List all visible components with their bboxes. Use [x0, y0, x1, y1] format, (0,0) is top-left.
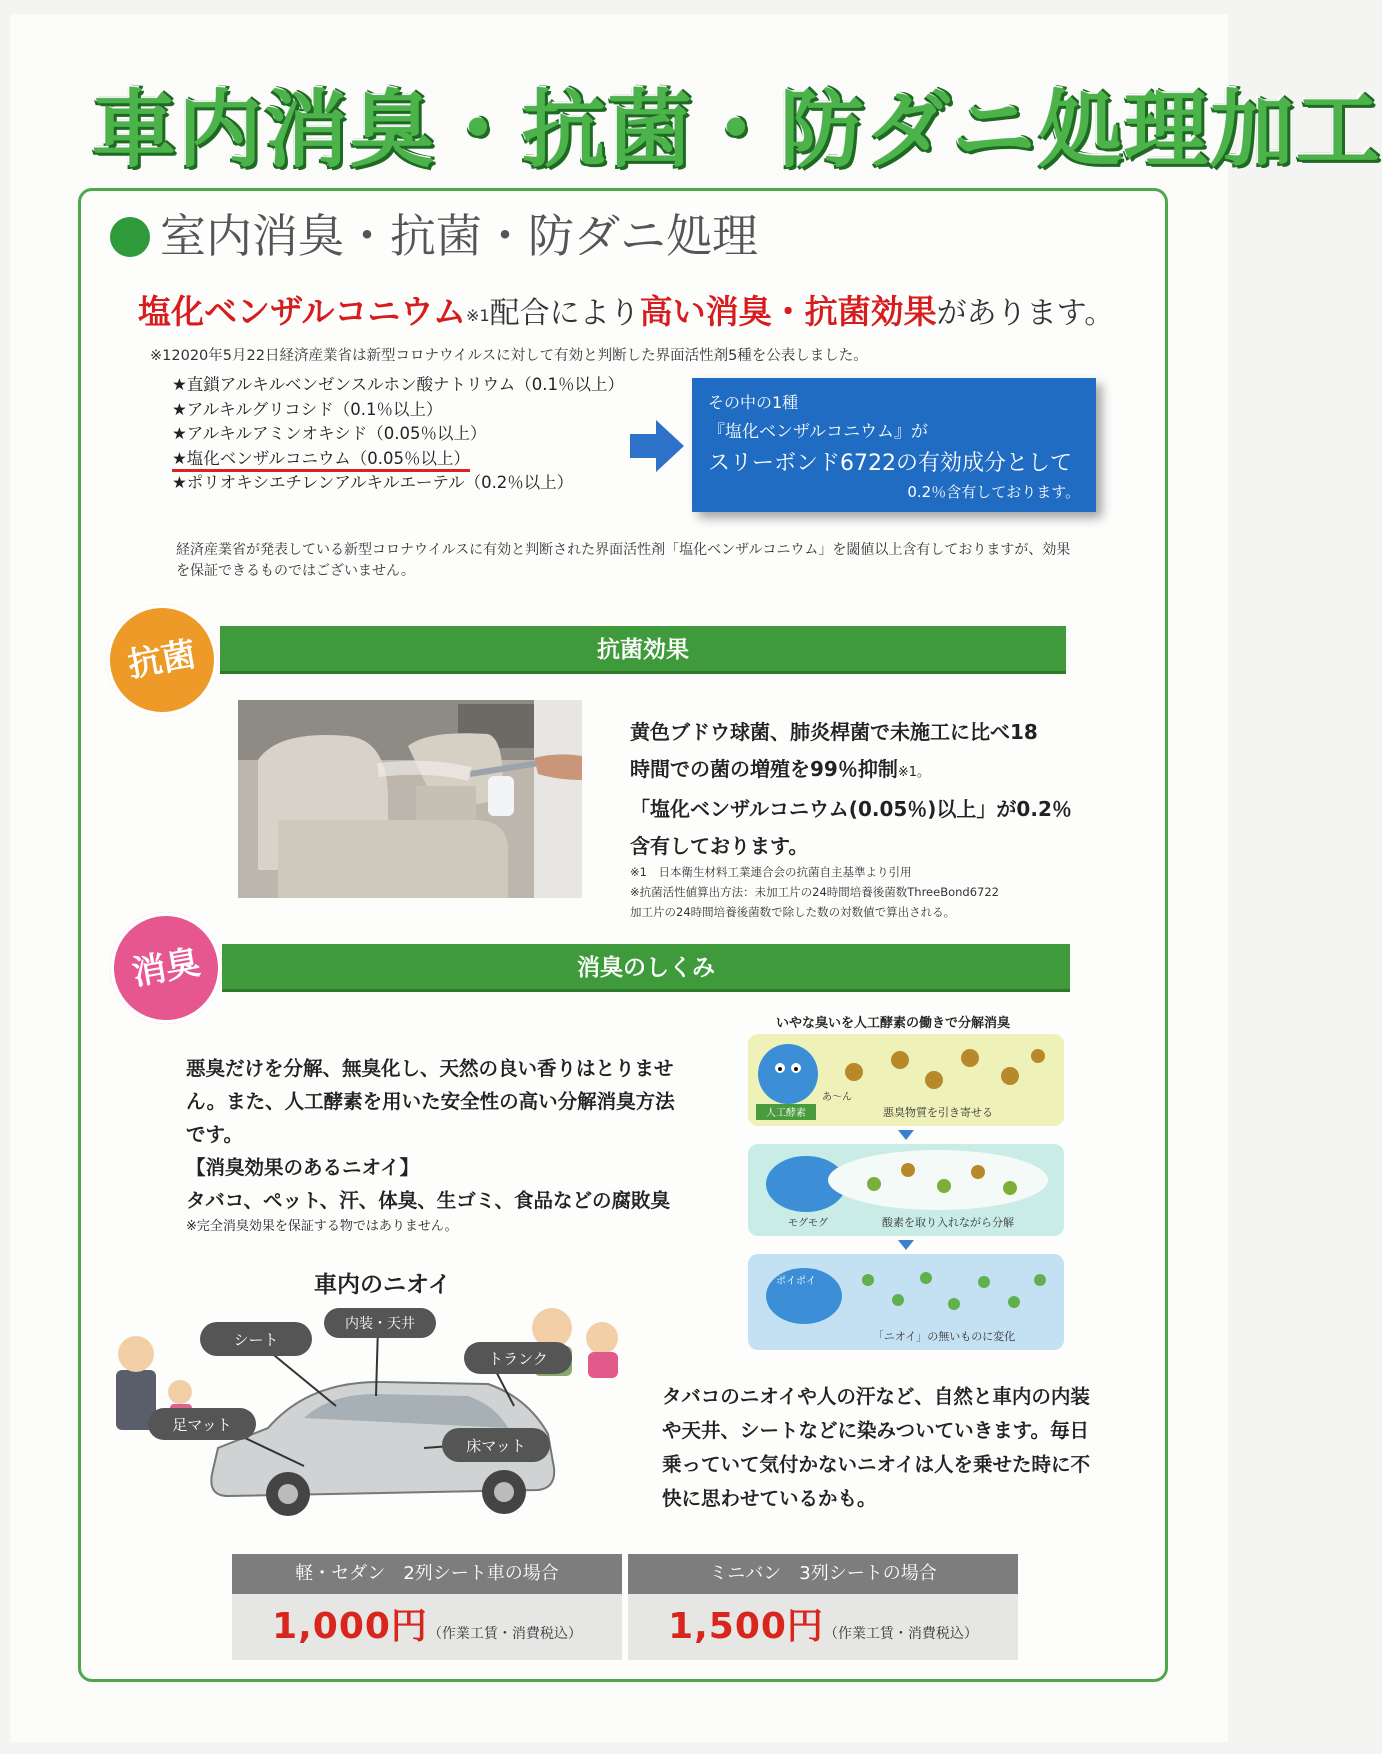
price-minivan — [628, 1554, 1018, 1660]
lead-text — [138, 286, 1114, 333]
section-heading — [110, 206, 758, 266]
stage-3-sound: ポイポイ — [776, 1276, 816, 1287]
deodorize-badge: 消臭 — [101, 903, 231, 1033]
antibacterial-notes — [630, 862, 999, 922]
lead-effect: 高い消臭・抗菌効果 — [639, 292, 937, 331]
child-icon — [168, 1380, 192, 1404]
chevron-down-icon — [898, 1240, 914, 1250]
arrow-right-icon — [630, 420, 684, 472]
label-seat: シート — [233, 1331, 279, 1349]
antibac-note: ※抗菌活性値算出方法：未加工片の24時間培養後菌数ThreeBond6722 — [630, 885, 999, 899]
ingredient-item: ★ポリオキシエチレンアルキルエーテル（0.2％以上） — [172, 473, 574, 492]
label-trunk: トランク — [488, 1350, 548, 1368]
antibac-footnote-mark: ※1。 — [897, 765, 931, 780]
price-sedan — [232, 1554, 622, 1660]
woman-icon — [586, 1322, 618, 1354]
stage-1-sound: あ〜ん — [822, 1092, 852, 1103]
enzyme-tag: 人工酵素 — [766, 1108, 806, 1119]
antibacterial-badge: 抗菌 — [97, 595, 227, 725]
deodorize-subheading: 【消臭効果のあるニオイ】 — [186, 1156, 420, 1179]
main-title: 車内消臭・抗菌・防ダニ処理加工 — [92, 81, 1382, 179]
price-note: （作業工賃・消費税込） — [823, 1626, 978, 1642]
antibacterial-text — [630, 714, 1072, 865]
deodorize-bar: 消臭のしくみ — [222, 944, 1070, 992]
price-table — [232, 1554, 1018, 1660]
bluebox-line: 『塩化ベンザルコニウム』が — [708, 422, 928, 442]
deodorize-odor-list: タバコ、ペット、汗、体臭、生ゴミ、食品などの腐敗臭 — [186, 1189, 670, 1212]
bluebox-line: 0.2％含有しております。 — [907, 483, 1080, 501]
car-odor-illustration — [108, 1298, 628, 1532]
antibac-line-2 — [630, 751, 1072, 791]
price-header: ミニバン 3列シートの場合 — [628, 1554, 1018, 1594]
car-odor-title: 車内のニオイ — [314, 1272, 451, 1298]
deodorize-text — [186, 1052, 676, 1237]
stage-3-label: 「ニオイ」の無いものに変化 — [872, 1330, 1016, 1343]
ingredient-item: ★アルキルグリコシド（0.1％以上） — [172, 399, 443, 419]
bluebox-line: その中の1種 — [708, 393, 799, 412]
lead-ingredient: 塩化ベンザルコニウム — [138, 292, 467, 331]
antibac-line: 黄色ブドウ球菌、肺炎桿菌で未施工に比べ18 — [630, 720, 1038, 744]
lead-mid: 配合により — [489, 296, 640, 331]
section-heading-text: 室内消臭・抗菌・防ダニ処理 — [160, 209, 758, 263]
antibac-line: 含有しております。 — [630, 834, 809, 858]
lead-end: があります。 — [936, 296, 1115, 331]
stage-1-label: 悪臭物質を引き寄せる — [883, 1106, 993, 1119]
bluebox-line: スリーボンド6722の有効成分として — [708, 451, 1072, 476]
disclaimer: 経済産業省が発表している新型コロナウイルスに有効と判断された界面活性剤「塩化ベンザルコニウム」を閾値以上含有しておりますが、効果を保証できるものではございません。 — [176, 542, 1071, 579]
chevron-down-icon — [898, 1130, 914, 1140]
stage-2-sound: モグモグ — [788, 1218, 828, 1229]
price-body — [232, 1594, 622, 1660]
antibac-line: 「塩化ベンザルコニウム(0.05％)以上」が0.2％ — [630, 797, 1072, 821]
antibacterial-bar: 抗菌効果 — [220, 626, 1066, 674]
mechanism-diagram-title: いやな臭いを人工酵素の働きで分解消臭 — [776, 1016, 1011, 1031]
antibac-note: ※1 日本衛生材料工業連合会の抗菌自主基準より引用 — [630, 865, 912, 879]
ingredient-list — [172, 373, 624, 496]
lead-footnote-mark: ※1 — [466, 306, 490, 325]
label-floormat: 床マット — [466, 1437, 526, 1455]
stage-2-label: 酸素を取り入れながら分解 — [882, 1216, 1014, 1229]
mechanism-diagram — [748, 1034, 1064, 1352]
meti-note: ※12020年5月22日経済産業省は新型コロナウイルスに対して有効と判断した界面活性剤5種を公表しました。 — [150, 348, 868, 364]
ingredient-item: ★アルキルアミンオキシド（0.05％以上） — [172, 424, 487, 443]
ingredient-item-highlighted: ★塩化ベンザルコニウム（0.05％以上） — [172, 448, 471, 468]
ingredient-item: ★直鎖アルキルベンゼンスルホン酸ナトリウム（0.1％以上） — [172, 375, 625, 394]
price-body — [628, 1594, 1018, 1660]
deodorize-paragraph: 悪臭だけを分解、無臭化し、天然の良い香りはとりません。また、人工酵素を用いた安全性の高い分解消臭方法です。 — [186, 1057, 675, 1146]
label-footmat: 足マット — [172, 1416, 232, 1434]
bullet-dot-icon — [110, 217, 150, 257]
active-ingredient-box — [692, 378, 1096, 512]
car-interior-photo — [238, 700, 582, 898]
deodorize-note: ※完全消臭効果を保証する物ではありません。 — [186, 1219, 458, 1234]
antibac-note: 加工片の24時間培養後菌数で除した数の対数値で算出される。 — [630, 905, 956, 919]
price-amount: 1,000円 — [272, 1606, 428, 1647]
label-ceiling: 内装・天井 — [345, 1316, 415, 1332]
price-note: （作業工賃・消費税込） — [427, 1626, 582, 1642]
enzyme-icon — [758, 1044, 818, 1104]
price-header: 軽・セダン 2列シート車の場合 — [232, 1554, 622, 1594]
price-amount: 1,500円 — [668, 1606, 824, 1647]
car-odor-text: タバコのニオイや人の汗など、自然と車内の内装や天井、シートなどに染みついていきます。毎日乗っていて気付かないニオイは人を乗せた時に不快に思わせているかも。 — [662, 1385, 1091, 1510]
antibac-line: 時間での菌の増殖を99％抑制 — [630, 757, 898, 781]
